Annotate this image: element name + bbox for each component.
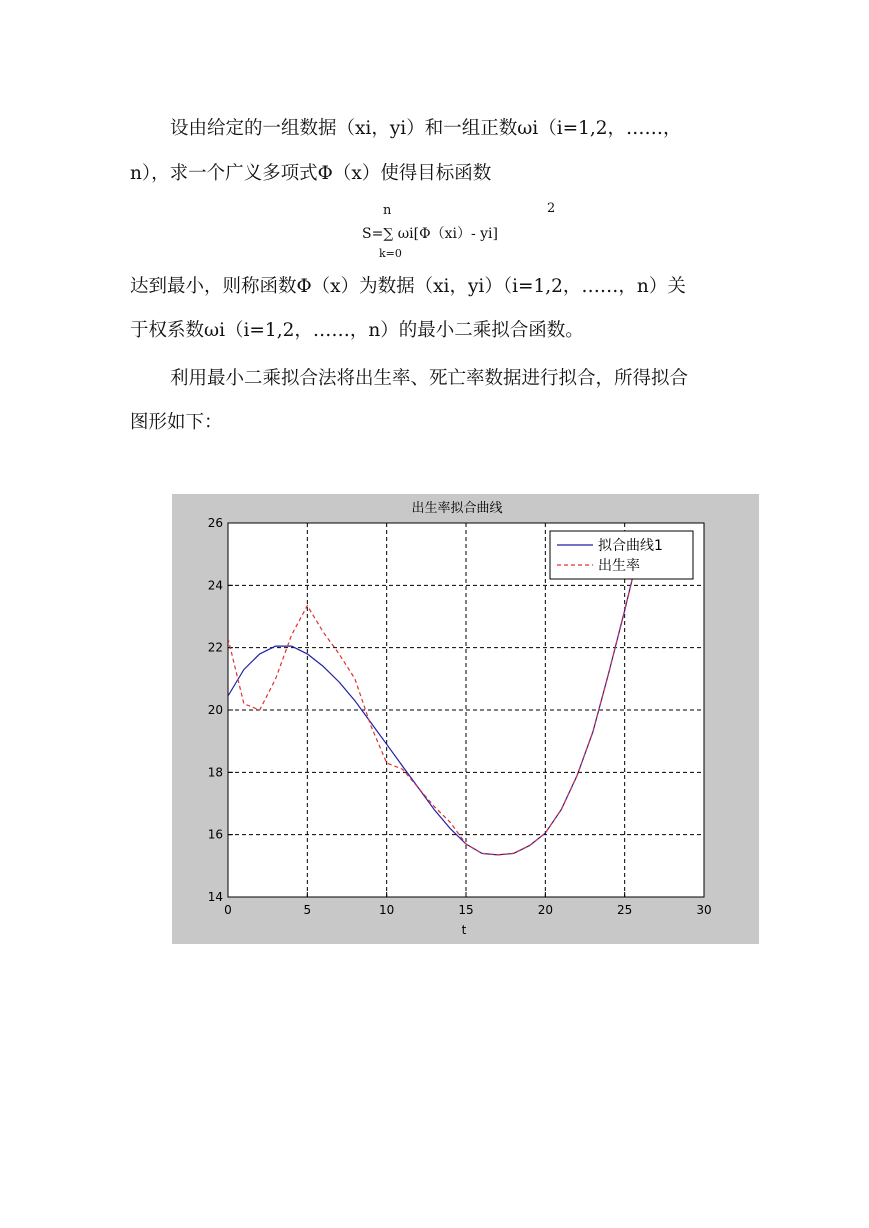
- y-tick-label: 22: [207, 640, 223, 655]
- y-tick-label: 18: [207, 765, 223, 780]
- chart-figure: [172, 494, 759, 944]
- legend-label: 出生率: [598, 558, 640, 574]
- paragraph-line-5: 利用最小二乘拟合法将出生率、死亡率数据进行拟合，所得拟合: [170, 368, 689, 389]
- paragraph-line-1: 设由给定的一组数据（xi，yi）和一组正数ωi（i=1,2，……，: [170, 118, 682, 139]
- formula-upper-limit: n: [383, 203, 392, 218]
- legend-label: 拟合曲线1: [598, 538, 663, 554]
- paragraph-line-6: 图形如下：: [130, 412, 223, 433]
- paragraph-line-4: 于权系数ωi（i=1,2，……，n）的最小二乘拟合函数。: [130, 320, 584, 341]
- y-tick-label: 14: [207, 890, 223, 904]
- paragraph-line-3: 达到最小，则称函数Φ（x）为数据（xi，yi）（i=1,2，……，n）关: [130, 276, 686, 297]
- x-tick-label: 25: [617, 903, 633, 917]
- x-tick-label: 15: [458, 903, 474, 917]
- paragraph-line-2: n），求一个广义多项式Φ（x）使得目标函数: [130, 163, 492, 184]
- formula-main: S=∑ ωi[Φ（xi）- yi]: [362, 226, 499, 242]
- x-tick-label: 30: [696, 903, 712, 917]
- x-tick-label: 10: [379, 903, 395, 917]
- x-tick-label: 20: [537, 903, 553, 917]
- x-tick-label: 5: [303, 903, 312, 917]
- y-tick-label: 24: [207, 578, 223, 593]
- chart-title: 出生率拟合曲线: [411, 501, 503, 516]
- formula-lower-limit: k=0: [379, 247, 402, 260]
- x-axis-label: t: [461, 923, 467, 937]
- legend: [550, 531, 693, 579]
- x-tick-label: 0: [224, 903, 232, 917]
- formula-exponent: 2: [547, 201, 556, 216]
- y-tick-label: 20: [207, 703, 223, 717]
- chart-svg: [172, 494, 759, 944]
- y-tick-label: 26: [207, 516, 223, 530]
- y-tick-label: 16: [207, 827, 223, 842]
